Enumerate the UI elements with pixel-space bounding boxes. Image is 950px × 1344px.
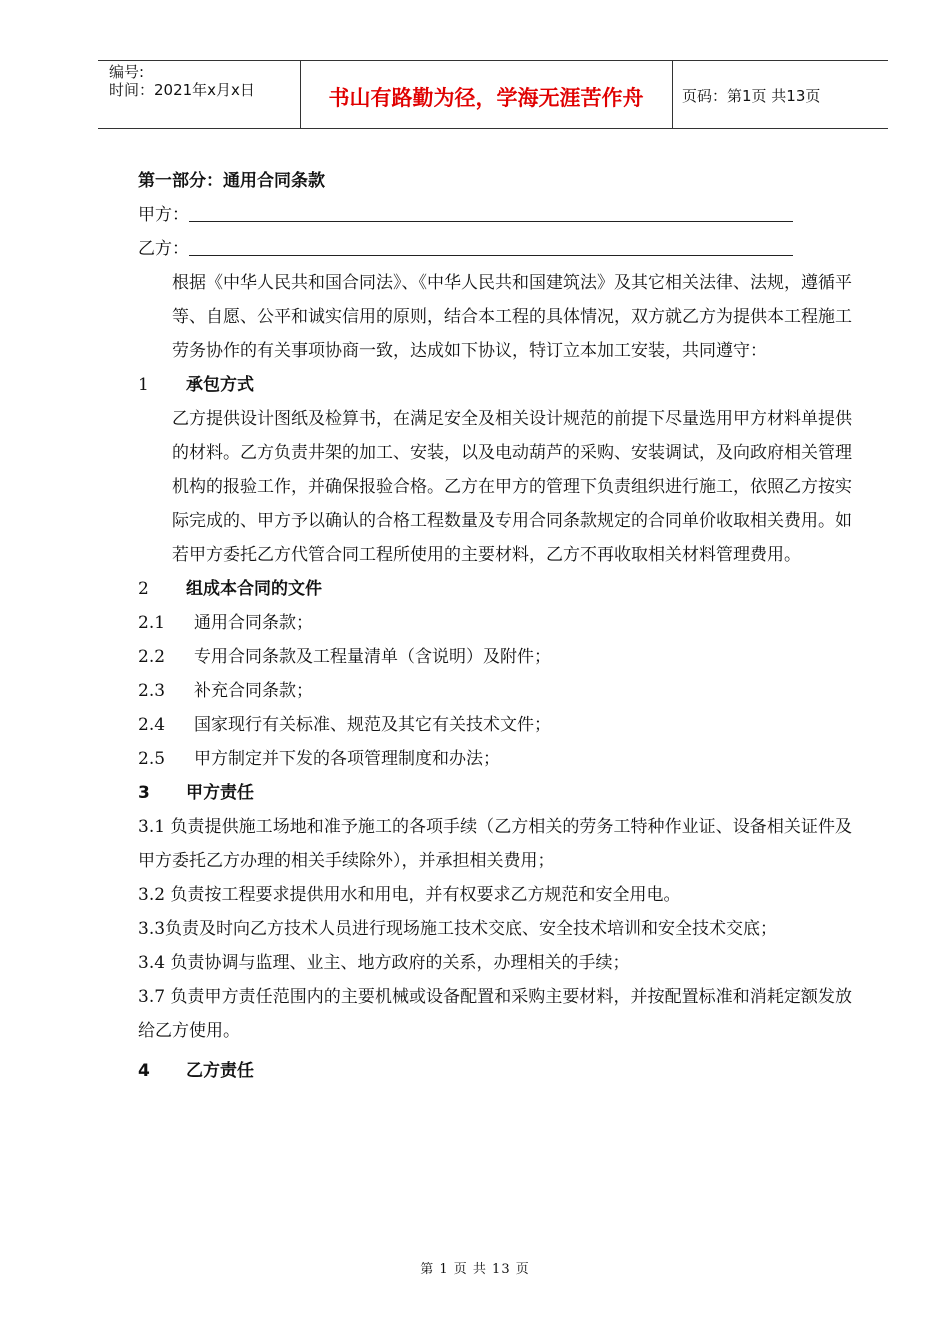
party-b-blank: [189, 233, 793, 256]
item-text: 通用合同条款；: [194, 613, 313, 633]
party-a-label: 甲方：: [138, 205, 189, 225]
item-text: 补充合同条款；: [194, 681, 313, 701]
item-number: 2.1: [138, 613, 166, 633]
section-1-title: 承包方式: [186, 375, 254, 395]
header-page-cell: [672, 61, 888, 128]
header-meta: [98, 61, 301, 128]
list-item: [138, 606, 852, 640]
section-3-heading: [138, 776, 852, 810]
section-4-heading: [138, 1054, 852, 1088]
document-body: [138, 164, 852, 1088]
section-2-title: 组成本合同的文件: [186, 579, 322, 599]
page-code: 页码：第1页 共13页: [682, 87, 821, 105]
clause-3-1: 3.1 负责提供施工场地和准予施工的各项手续（乙方相关的劳务工特种作业证、设备相关证件及甲方委托乙方办理的相关手续除外），并承担相关费用；: [138, 817, 852, 871]
list-item: [138, 640, 852, 674]
section-2-number: 2: [138, 579, 149, 599]
serial-label: 编号:: [109, 63, 145, 81]
intro-paragraph: 根据《中华人民共和国合同法》、《中华人民共和国建筑法》及其它相关法律、法规，遵循平等、自愿、公平和诚实信用的原则，结合本工程的具体情况，双方就乙方为提供本工程施工劳务协作的有关事项协商一致，达成如下协议，特订立本加工安装，共同遵守：: [172, 273, 852, 361]
time-label: 时间：2021年x月x日: [109, 81, 255, 99]
item-number: 2.2: [138, 647, 166, 667]
section-3-title: 甲方责任: [186, 783, 254, 803]
item-number: 2.5: [138, 749, 166, 769]
page-footer: 第 1 页 共 13 页: [420, 1262, 530, 1277]
page-header: [98, 60, 888, 129]
party-b-label: 乙方：: [138, 239, 189, 259]
section-1-number: 1: [138, 375, 149, 395]
section-3-number: 3: [138, 783, 150, 803]
party-b-line: [138, 232, 852, 266]
item-text: 国家现行有关标准、规范及其它有关技术文件；: [194, 715, 551, 735]
part-title: 第一部分：通用合同条款: [138, 171, 325, 191]
list-item: [138, 742, 852, 776]
item-number: 2.4: [138, 715, 166, 735]
motto-text: 书山有路勤为径，学海无涯苦作舟: [328, 86, 644, 110]
clause-3-3: 3.3负责及时向乙方技术人员进行现场施工技术交底、安全技术培训和安全技术交底；: [138, 919, 778, 939]
section-1-heading: [138, 368, 852, 402]
clause-3-4: 3.4 负责协调与监理、业主、地方政府的关系，办理相关的手续；: [138, 953, 630, 973]
section-2-heading: [138, 572, 852, 606]
list-item: [138, 674, 852, 708]
item-number: 2.3: [138, 681, 166, 701]
clause-3-7: 3.7 负责甲方责任范围内的主要机械或设备配置和采购主要材料，并按配置标准和消耗定额发放给乙方使用。: [138, 987, 852, 1041]
section-4-title: 乙方责任: [186, 1061, 254, 1081]
list-item: [138, 708, 852, 742]
section-4-number: 4: [138, 1061, 150, 1081]
item-text: 专用合同条款及工程量清单（含说明）及附件；: [194, 647, 551, 667]
clause-3-2: 3.2 负责按工程要求提供用水和用电，并有权要求乙方规范和安全用电。: [138, 885, 681, 905]
party-a-blank: [189, 199, 793, 222]
item-text: 甲方制定并下发的各项管理制度和办法；: [194, 749, 500, 769]
section-1-body: 乙方提供设计图纸及检算书，在满足安全及相关设计规范的前提下尽量选用甲方材料单提供的材料。乙方负责井架的加工、安装，以及电动葫芦的采购、安装调试，及向政府相关管理机构的报验工作，并确保报验合格。乙方在甲方的管理下负责组织进行施工，依照乙方按实际完成的、甲方予以确认的合格工程数量及专用合同条款规定的合同单价收取相关费用。如若甲方委托乙方代管合同工程所使用的主要材料，乙方不再收取相关材料管理费用。: [172, 409, 852, 565]
header-motto-cell: [300, 61, 673, 128]
party-a-line: [138, 198, 852, 232]
